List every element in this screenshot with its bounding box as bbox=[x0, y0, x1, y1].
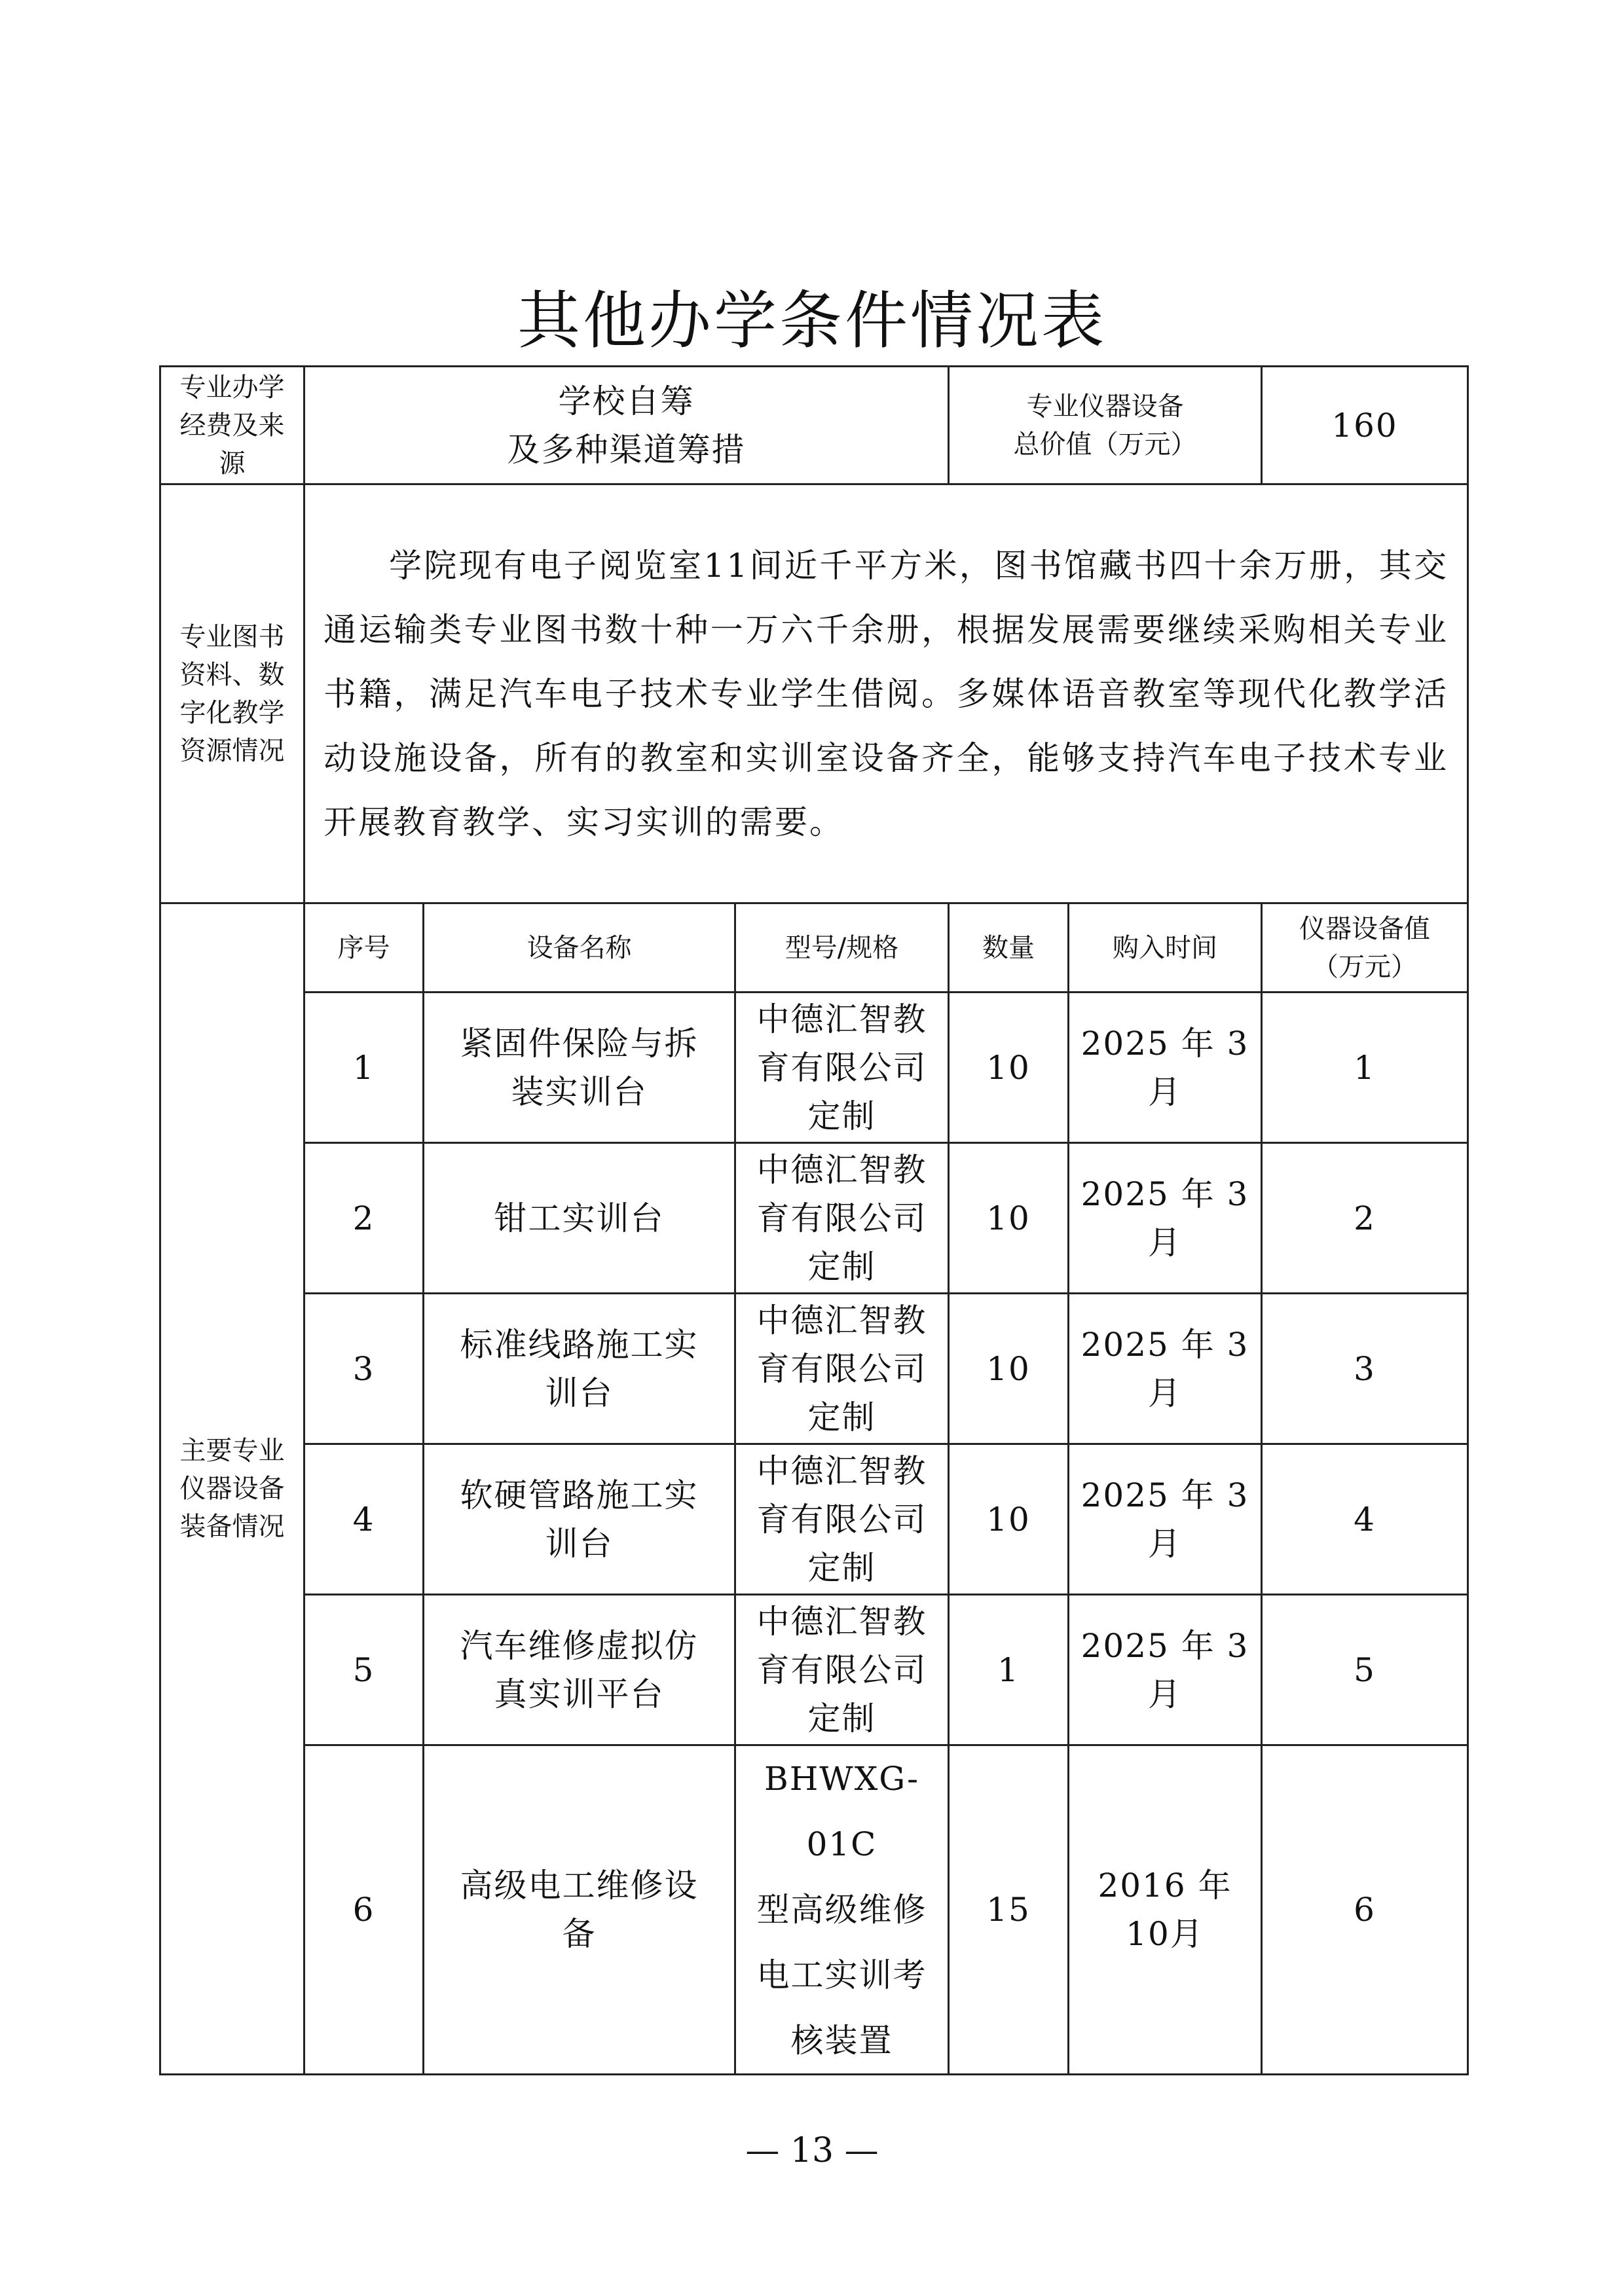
row-value: 1 bbox=[1262, 993, 1468, 1143]
table-row bbox=[160, 1595, 1468, 1745]
equip-total-value: 160 bbox=[1262, 367, 1468, 484]
page-title: 其他办学条件情况表 bbox=[517, 284, 1107, 357]
row-date: 2016 年 10月 bbox=[1069, 1745, 1262, 2075]
equipment-header-row bbox=[160, 903, 1468, 993]
library-cell bbox=[304, 484, 1468, 903]
funding-value: 学校自筹 及多种渠道筹措 bbox=[304, 367, 949, 484]
row-date: 2025 年 3 月 bbox=[1069, 1294, 1262, 1444]
header-value: 仪器设备值 （万元） bbox=[1262, 903, 1468, 993]
row-qty: 15 bbox=[949, 1745, 1069, 2075]
header-no: 序号 bbox=[304, 903, 424, 993]
row-no: 2 bbox=[304, 1143, 424, 1294]
row-qty: 10 bbox=[949, 1143, 1069, 1294]
row-name: 标准线路施工实 训台 bbox=[424, 1294, 735, 1444]
row-name: 汽车维修虚拟仿 真实训平台 bbox=[424, 1595, 735, 1745]
table-row bbox=[160, 1745, 1468, 2075]
row-name: 高级电工维修设 备 bbox=[424, 1745, 735, 2075]
funding-label: 专业办学 经费及来 源 bbox=[160, 367, 304, 484]
header-model: 型号/规格 bbox=[735, 903, 949, 993]
row-model: 中德汇智教 育有限公司 定制 bbox=[735, 1143, 949, 1294]
row-value: 6 bbox=[1262, 1745, 1468, 2075]
row-date: 2025 年 3 月 bbox=[1069, 1444, 1262, 1595]
library-text: 学院现有电子阅览室11间近千平方米，图书馆藏书四十余万册，其交通运输类专业图书数十种一万六千余册，根据发展需要继续采购相关专业书籍，满足汽车电子技术专业学生借阅。多媒体语音教室等现代化教学活动设施设备，所有的教室和实训室设备齐全，能够支持汽车电子技术专业开展教育教学、实习实训的需要。 bbox=[323, 546, 1449, 841]
row-name: 软硬管路施工实 训台 bbox=[424, 1444, 735, 1595]
row-date: 2025 年 3 月 bbox=[1069, 993, 1262, 1143]
row-name: 钳工实训台 bbox=[424, 1143, 735, 1294]
row-name: 紧固件保险与拆 装实训台 bbox=[424, 993, 735, 1143]
row-no: 6 bbox=[304, 1745, 424, 2075]
row-date: 2025 年 3 月 bbox=[1069, 1595, 1262, 1745]
equipment-section-label: 主要专业 仪器设备 装备情况 bbox=[160, 903, 304, 2075]
header-name: 设备名称 bbox=[424, 903, 735, 993]
row-value: 2 bbox=[1262, 1143, 1468, 1294]
row-model: 中德汇智教 育有限公司 定制 bbox=[735, 1294, 949, 1444]
row-value: 4 bbox=[1262, 1444, 1468, 1595]
table-row bbox=[160, 1444, 1468, 1595]
equip-total-label: 专业仪器设备 总价值（万元） bbox=[949, 367, 1262, 484]
table-row bbox=[160, 993, 1468, 1143]
row-no: 5 bbox=[304, 1595, 424, 1745]
row-date: 2025 年 3 月 bbox=[1069, 1143, 1262, 1294]
table-row bbox=[160, 1294, 1468, 1444]
row-value: 3 bbox=[1262, 1294, 1468, 1444]
funding-row bbox=[160, 367, 1468, 484]
page-number: — 13 — bbox=[745, 2131, 879, 2170]
row-value: 5 bbox=[1262, 1595, 1468, 1745]
header-date: 购入时间 bbox=[1069, 903, 1262, 993]
header-qty: 数量 bbox=[949, 903, 1069, 993]
row-qty: 1 bbox=[949, 1595, 1069, 1745]
row-no: 4 bbox=[304, 1444, 424, 1595]
row-model: 中德汇智教 育有限公司 定制 bbox=[735, 1595, 949, 1745]
row-no: 1 bbox=[304, 993, 424, 1143]
row-qty: 10 bbox=[949, 1294, 1069, 1444]
row-no: 3 bbox=[304, 1294, 424, 1444]
row-model: 中德汇智教 育有限公司 定制 bbox=[735, 993, 949, 1143]
row-model: 中德汇智教 育有限公司 定制 bbox=[735, 1444, 949, 1595]
conditions-table bbox=[159, 365, 1469, 2075]
row-qty: 10 bbox=[949, 1444, 1069, 1595]
row-qty: 10 bbox=[949, 993, 1069, 1143]
library-label: 专业图书 资料、数 字化教学 资源情况 bbox=[160, 484, 304, 903]
library-row bbox=[160, 484, 1468, 903]
row-model: BHWXG-01C 型高级维修 电工实训考 核装置 bbox=[735, 1745, 949, 2075]
table-row bbox=[160, 1143, 1468, 1294]
